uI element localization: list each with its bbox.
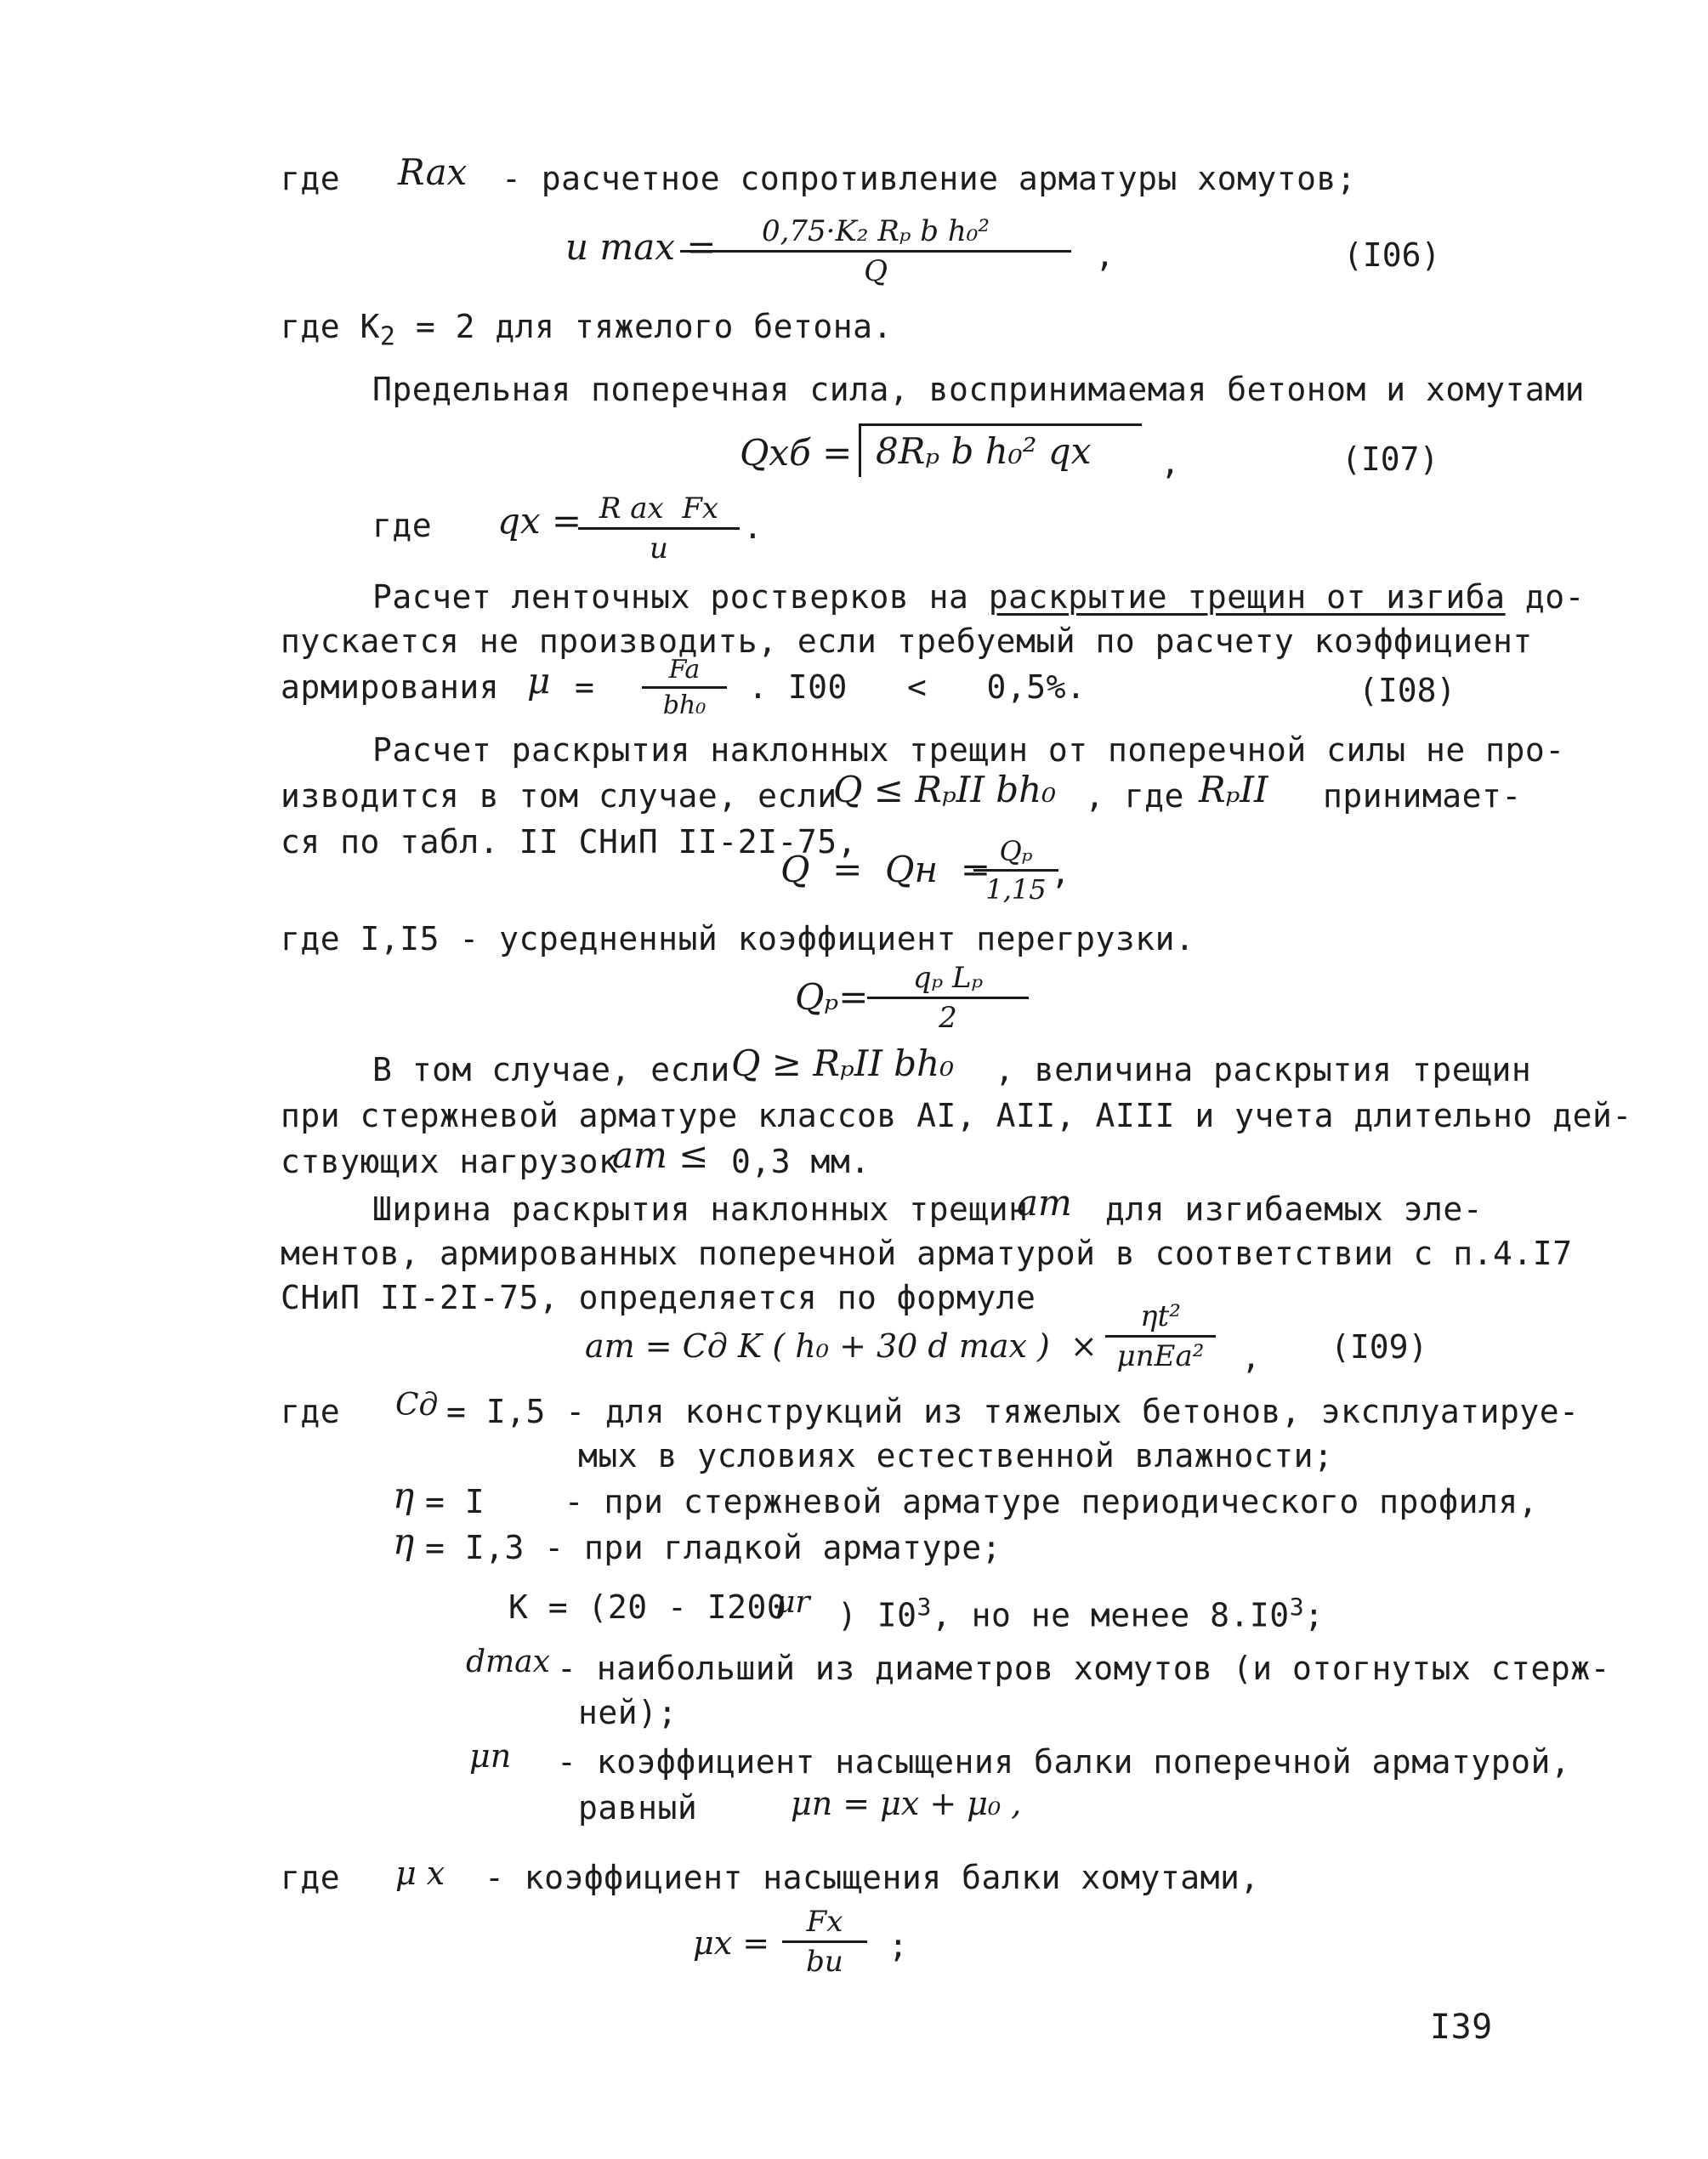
formula-qxb-lhs: Qxб = (740, 432, 853, 474)
fraction-numerator: R ax Fx (578, 491, 740, 530)
fraction-umax (680, 214, 1071, 288)
fraction-numerator: qₚ Lₚ (867, 961, 1029, 999)
fraction-at (1105, 1299, 1216, 1373)
text-span: равный (578, 1789, 698, 1827)
symbol-cd: Cд (395, 1388, 439, 1423)
fraction-mu (642, 655, 727, 720)
symbol-mu-r: μr (775, 1585, 810, 1620)
text-line: ней); (578, 1694, 678, 1731)
text-line: - коэффициент насыщения балки поперечной арматурой, (557, 1743, 1571, 1781)
fraction-numerator: Fa (642, 655, 727, 689)
fraction-qp (867, 961, 1029, 1035)
equation-number: (I08) (1359, 672, 1456, 709)
fraction-numerator: 0,75·K₂ Rₚ b h₀² (680, 214, 1071, 253)
punctuation: , (1241, 1338, 1262, 1376)
period: . (743, 509, 763, 546)
text-line (281, 308, 893, 356)
subscript: 2 (379, 321, 396, 352)
symbol-mu-n: μn (469, 1737, 512, 1775)
text-span: для изгибаемых эле- (1105, 1190, 1484, 1228)
text-span: ствующих нагрузок (281, 1143, 619, 1180)
symbol-mu: μ (527, 660, 551, 702)
symbol-eta: η (393, 1474, 415, 1516)
formula-at-lhs: aт = Cд K ( h₀ + 30 d max ) × (585, 1327, 1098, 1365)
symbol-eta: η (393, 1520, 415, 1562)
text-span: до- (1505, 578, 1586, 616)
text-span: Расчет ленточных ростверков на (372, 578, 989, 616)
superscript: 3 (1289, 1593, 1305, 1621)
word-where: где (281, 160, 341, 197)
fraction-denominator: Q (864, 254, 888, 288)
text-line: мых в условиях естественной влажности; (578, 1437, 1334, 1474)
fraction-denominator: bh₀ (662, 690, 706, 720)
formula-qp-lhs: Qₚ= (795, 976, 869, 1018)
equation-number: (I06) (1343, 236, 1441, 274)
text-line: = I,5 - для конструкций из тяжелых бетонов, эксплуатируе- (446, 1393, 1580, 1430)
text-line: = I - при стержневой арматуре периодического профиля, (425, 1483, 1539, 1520)
formula-mu-n: μn = μx + μ₀ , (791, 1785, 1022, 1822)
fraction-numerator: ηt² (1105, 1299, 1216, 1338)
text-line: СНиП II-2I-75, определяется по формуле (281, 1279, 1036, 1316)
text-span: принимает- (1323, 777, 1522, 815)
fraction-mu-x (782, 1905, 867, 1979)
text-span: , где (1085, 777, 1184, 815)
formula-at-le: aт ≤ (612, 1134, 709, 1176)
text-span: , величина раскрытия трещин (995, 1051, 1532, 1088)
text-line (372, 578, 1585, 616)
punctuation: , (1160, 444, 1181, 481)
equals-sign: = (575, 668, 595, 706)
formula-q: Q = Qн = (780, 849, 991, 890)
formula-qx-lhs: qx = (497, 500, 582, 542)
text-line: пускается не производить, если требуемый по расчету коэффициент (281, 622, 1533, 660)
fraction-numerator: Fx (782, 1905, 867, 1943)
fraction-numerator: Qₚ (973, 835, 1058, 872)
text-span: 0,3 мм. (731, 1143, 871, 1180)
fraction-denominator: μnEa² (1116, 1339, 1205, 1373)
word-where: где (372, 507, 433, 544)
text-span: . I00 < 0,5%. (748, 668, 1087, 706)
equation-number: (I07) (1342, 440, 1439, 478)
fraction-denominator: bu (806, 1945, 843, 1979)
text-line (508, 1588, 786, 1626)
text-line: Расчет раскрытия наклонных трещин от поперечной силы не про- (372, 731, 1565, 769)
text-span: изводится в том случае, если (281, 777, 837, 815)
superscript: 3 (916, 1593, 932, 1621)
text-line: где I,I5 - усредненный коэффициент перегрузки. (281, 920, 1195, 957)
formula-mu-x-lhs: μx = (693, 1924, 770, 1962)
equation-number: (I09) (1331, 1328, 1428, 1366)
text-line: - наибольший из диаметров хомутов (и отогнутых стерж- (557, 1650, 1611, 1687)
punctuation: , (1051, 854, 1071, 891)
condition-formula: Q ≥ RₚII bh₀ (731, 1043, 955, 1084)
page-number: I39 (1430, 2008, 1493, 2047)
text-line: - коэффициент насыщения балки хомутами, (485, 1859, 1260, 1896)
text-line: = I,3 - при гладкой арматуре; (425, 1529, 1002, 1566)
symbol-at: aт (1017, 1182, 1072, 1224)
text-span: = 2 для тяжелого бетона. (395, 308, 893, 345)
formula-umax-lhs: u max = (565, 226, 717, 268)
text-line: при стержневой арматуре классов AI, AII, AIII и учета длительно дей- (281, 1097, 1632, 1134)
word-where: где (281, 1859, 341, 1896)
text-span: ; (1304, 1596, 1325, 1634)
text-line: Предельная поперечная сила, воспринимаемая бетоном и хомутами (372, 371, 1586, 408)
text-span: , но не менее 8.I0 (931, 1596, 1290, 1634)
symbol-rax: Rax (398, 151, 468, 193)
symbol-dmax: dmax (466, 1645, 550, 1679)
formula-qxb-radicand: 8Rₚ b h₀² qx (876, 430, 1092, 472)
word-where: где (281, 1393, 341, 1430)
symbol-rp2: RₚII (1199, 769, 1268, 810)
text-span: где К (281, 308, 380, 345)
text-span: Ширина раскрытия наклонных трещин (372, 1190, 1029, 1228)
condition-formula: Q ≤ RₚII bh₀ (833, 769, 1057, 810)
fraction-denominator: 1,15 (985, 873, 1047, 906)
fraction-denominator: u (650, 531, 668, 565)
fraction-qx (578, 491, 740, 565)
punctuation: ; (888, 1927, 909, 1964)
fraction-q (973, 835, 1058, 906)
text-line: - расчетное сопротивление арматуры хомутов; (502, 160, 1357, 197)
text-line: ся по табл. II СНиП II-2I-75, (281, 823, 857, 861)
text-line (837, 1588, 1324, 1634)
text-span: K = (20 - I200 (508, 1588, 787, 1626)
text-span: армирования (281, 668, 500, 706)
symbol-mu-x: μ x (395, 1855, 445, 1892)
underlined-text: раскрытие трещин от изгиба (988, 578, 1506, 616)
text-span: В том случае, если (372, 1051, 730, 1088)
fraction-denominator: 2 (939, 1001, 957, 1035)
text-line: ментов, армированных поперечной арматурой в соответствии с п.4.I7 (281, 1235, 1573, 1272)
text-span: ) I0 (837, 1596, 917, 1634)
punctuation: , (1095, 236, 1115, 274)
